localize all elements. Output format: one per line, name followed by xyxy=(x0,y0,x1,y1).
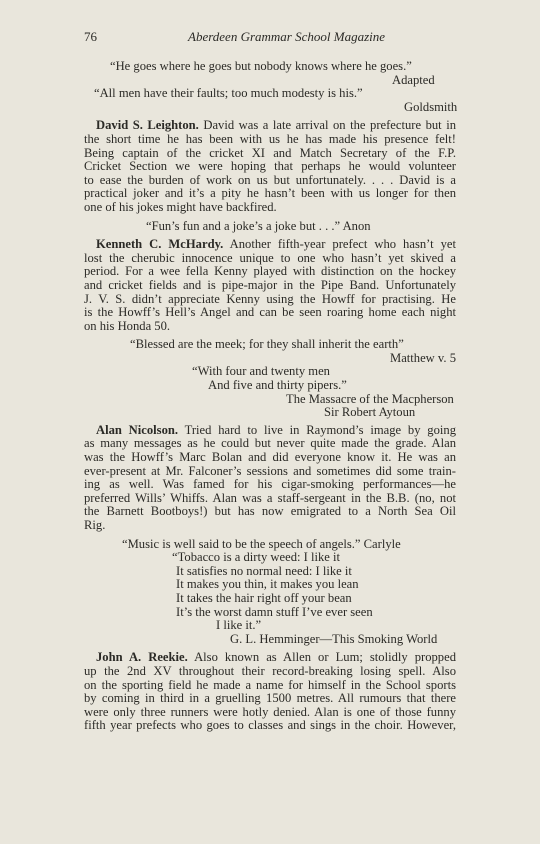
line-text: And five and thirty pipers.” xyxy=(208,378,347,393)
text-line xyxy=(84,160,456,174)
text-line xyxy=(84,551,456,565)
line-text: Rig. xyxy=(84,518,106,532)
line-text: Being captain of the cricket XI and Match Secretary of the F.P. xyxy=(84,146,456,160)
text-line xyxy=(84,519,456,533)
text-line xyxy=(84,187,456,201)
text-line xyxy=(84,719,456,733)
entry-name: Kenneth C. McHardy. xyxy=(96,238,224,252)
article-body xyxy=(84,60,456,733)
line-text: fifth year prefects who goes to classes and sings in the choir. However, xyxy=(84,719,456,733)
text-line xyxy=(84,633,456,647)
line-text: It takes the hair right off your bean xyxy=(176,590,352,605)
text-line xyxy=(84,538,456,552)
text-line xyxy=(84,293,456,307)
line-text: as many messages as he could but never quite made the grade. Alan xyxy=(84,437,456,451)
text-line xyxy=(84,174,456,188)
page-header xyxy=(84,30,456,46)
text-line xyxy=(84,492,456,506)
text-line xyxy=(84,619,456,633)
line-text: practical joker and it’s a pity he hasn’t been with us longer for then xyxy=(84,187,456,201)
line-text: ing as well. Was famed for his cigar-smoking performances—he xyxy=(84,478,456,492)
text-line xyxy=(84,147,456,161)
line-text: period. For a wee fella Kenny played with distinction on the hockey xyxy=(84,265,456,279)
line-text: Another fifth-year prefect who hasn’t yet xyxy=(223,238,456,252)
line-text: on his Honda 50. xyxy=(84,318,171,333)
line-text: It satisfies no normal need: I like it xyxy=(176,563,352,578)
page-number: 76 xyxy=(84,29,97,44)
text-line xyxy=(84,60,456,74)
line-text: “Tobacco is a dirty weed: I like it xyxy=(172,550,341,565)
line-text: “With four and twenty men xyxy=(192,364,330,379)
text-line xyxy=(84,74,456,88)
text-line xyxy=(84,252,456,266)
text-line xyxy=(84,306,456,320)
line-text: “Fun’s fun and a joke’s a joke but . . .” Anon xyxy=(146,218,371,233)
line-text: It’s the worst damn stuff I’ve ever seen xyxy=(176,604,373,619)
entry-name: Alan Nicolson. xyxy=(96,423,179,437)
text-line xyxy=(84,87,456,101)
text-line xyxy=(84,606,456,620)
text-line xyxy=(84,119,456,133)
line-text: preferred Wills’ Whiffs. Alan was a staff-sergeant in the B.B. (no, not xyxy=(84,491,456,505)
text-line xyxy=(84,706,456,720)
text-line xyxy=(84,133,456,147)
text-line xyxy=(84,406,456,420)
line-text: It makes you thin, it makes you lean xyxy=(176,577,359,592)
text-line xyxy=(84,437,456,451)
line-text: Matthew v. 5 xyxy=(390,350,456,365)
text-line xyxy=(84,220,456,234)
line-text: “All men have their faults; too much modesty is his.” xyxy=(94,86,363,101)
line-text: “Music is well said to be the speech of angels.” Carlyle xyxy=(122,536,401,551)
text-line xyxy=(84,101,456,115)
line-text: ever-present at Mr. Falconer’s sessions and sometimes did some train- xyxy=(84,464,456,478)
line-text: David was a late arrival on the prefecture but in xyxy=(198,119,456,133)
line-text: is the Howff’s Hell’s Angel and can be seen roaring home each night xyxy=(84,306,456,320)
text-line xyxy=(84,451,456,465)
line-text: The Massacre of the Macpherson xyxy=(286,391,454,406)
text-line xyxy=(84,651,456,665)
line-text: on the sporting field he made a name for himself in the School sports xyxy=(84,678,456,692)
text-line xyxy=(84,379,456,393)
line-text: lost the cherubic innocence unique to one who hasn’t yet skived a xyxy=(84,251,456,265)
text-line xyxy=(84,365,456,379)
line-text: one of his jokes might have backfired. xyxy=(84,199,277,214)
text-line xyxy=(84,478,456,492)
line-text: Also known as Allen or Lum; stolidly propped xyxy=(187,651,456,665)
text-line xyxy=(84,201,456,215)
text-line xyxy=(84,692,456,706)
text-line xyxy=(84,238,456,252)
text-line xyxy=(84,393,456,407)
line-text: by coming in third in a gruelling 1500 metres. All rumours that there xyxy=(84,692,456,706)
line-text: and cricket fields and is pipe-major in the Pipe Band. Unfortunately xyxy=(84,278,456,292)
text-line xyxy=(84,505,456,519)
line-text: Sir Robert Aytoun xyxy=(324,405,416,420)
line-text: Tried hard to live in Raymond’s image by going xyxy=(178,423,456,437)
text-line xyxy=(84,338,456,352)
line-text: up the 2nd XV throughout their record-breaking losing spell. Also xyxy=(84,664,456,678)
running-title: Aberdeen Grammar School Magazine xyxy=(188,29,386,44)
text-line xyxy=(84,465,456,479)
text-line xyxy=(84,279,456,293)
text-line xyxy=(84,352,456,366)
entry-name: David S. Leighton. xyxy=(96,119,199,133)
line-text: the short time he has been with us he has made his presence felt! xyxy=(84,132,456,146)
text-line xyxy=(84,665,456,679)
text-line xyxy=(84,265,456,279)
line-text: “He goes where he goes but nobody knows where he goes.” xyxy=(110,59,412,73)
text-line xyxy=(84,424,456,438)
line-text: “Blessed are the meek; for they shall inherit the earth” xyxy=(130,337,404,352)
text-line xyxy=(84,578,456,592)
line-text: the Barnett Bootboys!) but has now emigrated to a North Sea Oil xyxy=(84,505,456,519)
entry-name: John A. Reekie. xyxy=(96,651,188,665)
text-line xyxy=(84,320,456,334)
line-text: I like it.” xyxy=(216,618,262,633)
line-text: were only three runners were hotly denied. Alan is one of those funny xyxy=(84,705,456,719)
line-text: J. V. S. didn’t appreciate Kenny using the Howff for practising. He xyxy=(84,292,456,306)
line-text: Adapted xyxy=(392,72,435,87)
text-line xyxy=(84,679,456,693)
line-text: Cricket Section we were hoping that perhaps he would volunteer xyxy=(84,160,456,174)
text-line xyxy=(84,565,456,579)
line-text: was the Howff’s Marc Bolan and did everyone know it. He was an xyxy=(84,451,456,465)
text-line xyxy=(84,592,456,606)
line-text: G. L. Hemminger—This Smoking World xyxy=(230,631,438,646)
line-text: to ease the burden of work on us but unfortunately. . . . David is a xyxy=(84,173,456,187)
line-text: Goldsmith xyxy=(404,99,458,114)
